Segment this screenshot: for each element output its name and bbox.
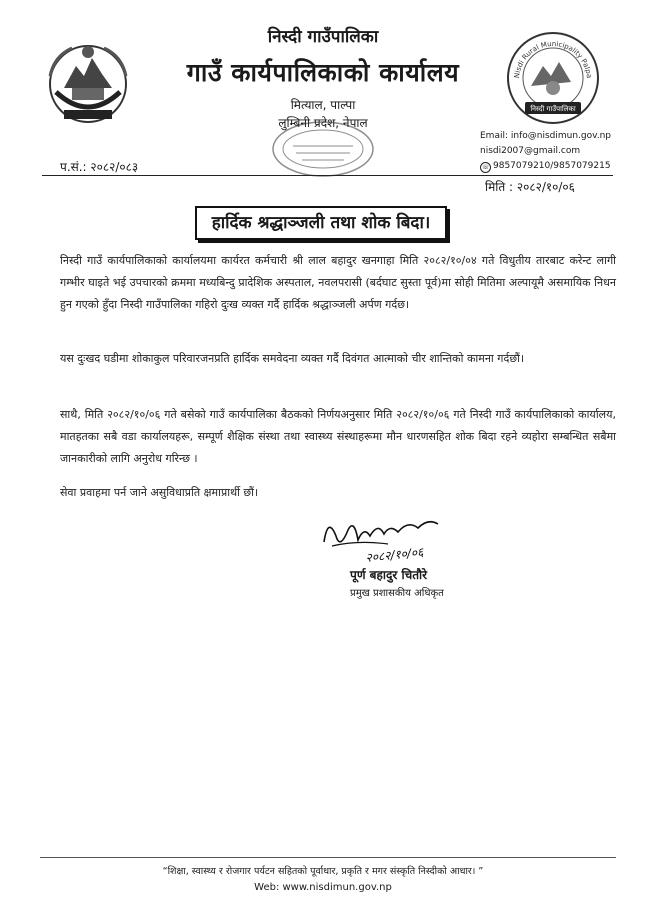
signer-title: प्रमुख प्रशासकीय अधिकृत	[350, 588, 444, 599]
office-stamp-icon	[268, 118, 378, 180]
footer-slogan: “शिक्षा, स्वास्थ्य र रोजगार पर्यटन सहितको पूर्वाधार, प्रकृति र मगर संस्कृति निस्दीको आधार। ”	[162, 866, 484, 877]
contact-email[interactable]: Email: info@nisdimun.gov.np	[480, 131, 612, 141]
handwritten-signature	[318, 506, 460, 566]
signer-name: पूर्ण बहादुर चितौरे	[350, 568, 428, 582]
footer-divider	[40, 857, 616, 858]
phone-icon: ☏	[481, 164, 490, 171]
contact-gmail[interactable]: nisdi2007@gmail.com	[480, 146, 581, 156]
paragraph-1: निस्दी गाउँ कार्यपालिकाको कार्यालयमा कार्यरत कर्मचारी श्री लाल बहादुर खनगाहा मिति २०८२/१०/०४ गते विधुतीय तारबाट करेन्ट लागी गम्भीर घाइते भई उपचारको क्रममा मध्यबिन्दु प्रादेशिक अस्पताल, नवलपरासी (बर्दघाट सुस्ता पूर्व)मा सोही मितिमा अल्पायूमै असमायिक निधन हुन गएको हुँदा निस्दी गाउँपालिका गहिरो दुःख व्यक्त गर्दै हार्दिक श्रद्धाञ्जली अर्पण गर्दछ।	[60, 254, 616, 311]
municipality-logo-icon	[505, 30, 601, 126]
contact-phone: 9857079210/9857079215	[493, 161, 611, 171]
office-name-line: निस्दी गाउँपालिका	[267, 27, 379, 47]
contact-block	[480, 129, 611, 174]
contact-phone-row	[480, 159, 611, 174]
letter-date: मिति : २०८२/१०/०६	[485, 180, 575, 194]
logo-arc-text: Nisdi Rural Municipality Palpa	[512, 39, 593, 79]
footer-website[interactable]: Web: www.nisdimun.gov.np	[254, 882, 392, 893]
address-line-2: लुम्बिनी प्रदेश, नेपाल	[278, 116, 368, 130]
notice-title: हार्दिक श्रद्धाञ्जली तथा शोक बिदा।	[195, 206, 447, 240]
reference-number: प.सं.: २०८२/०८३	[60, 160, 139, 174]
logo-banner-text: निस्दी गाउँपालिका	[530, 105, 576, 113]
address-line-1: मित्याल, पाल्पा	[290, 98, 356, 112]
signature-date-scrawl: २०८२/१०/०६	[364, 544, 425, 565]
header-divider	[42, 175, 613, 176]
paragraph-2: यस दुःखद घडीमा शोकाकुल परिवारजनप्रति हार्दिक समवेदना व्यक्त गर्दै दिवंगत आत्माको चीर शान्तिको कामना गर्दछौं।	[60, 352, 525, 365]
paragraph-4: सेवा प्रवाहमा पर्न जाने असुविधाप्रति क्षमाप्रार्थी छौं।	[60, 486, 259, 499]
paragraph-3: साथै, मिति २०८२/१०/०६ गते बसेको गाउँ कार्यपालिका बैठकको निर्णयअनुसार मिति २०८२/१०/०६ गते निस्दी गाउँ कार्यपालिकाको कार्यालय, मातहतका सबै वडा कार्यालयहरू, सम्पूर्ण शैक्षिक संस्था तथा स्वास्थ्य संस्थाहरूमा मौन धारणसहित शोक बिदा रहने व्यहोरा सम्बन्धित सबैमा जानकारीको लागि अनुरोध गरिन्छ ।	[60, 408, 616, 465]
office-title: गाउँ कार्यपालिकाको कार्यालय	[186, 58, 460, 87]
